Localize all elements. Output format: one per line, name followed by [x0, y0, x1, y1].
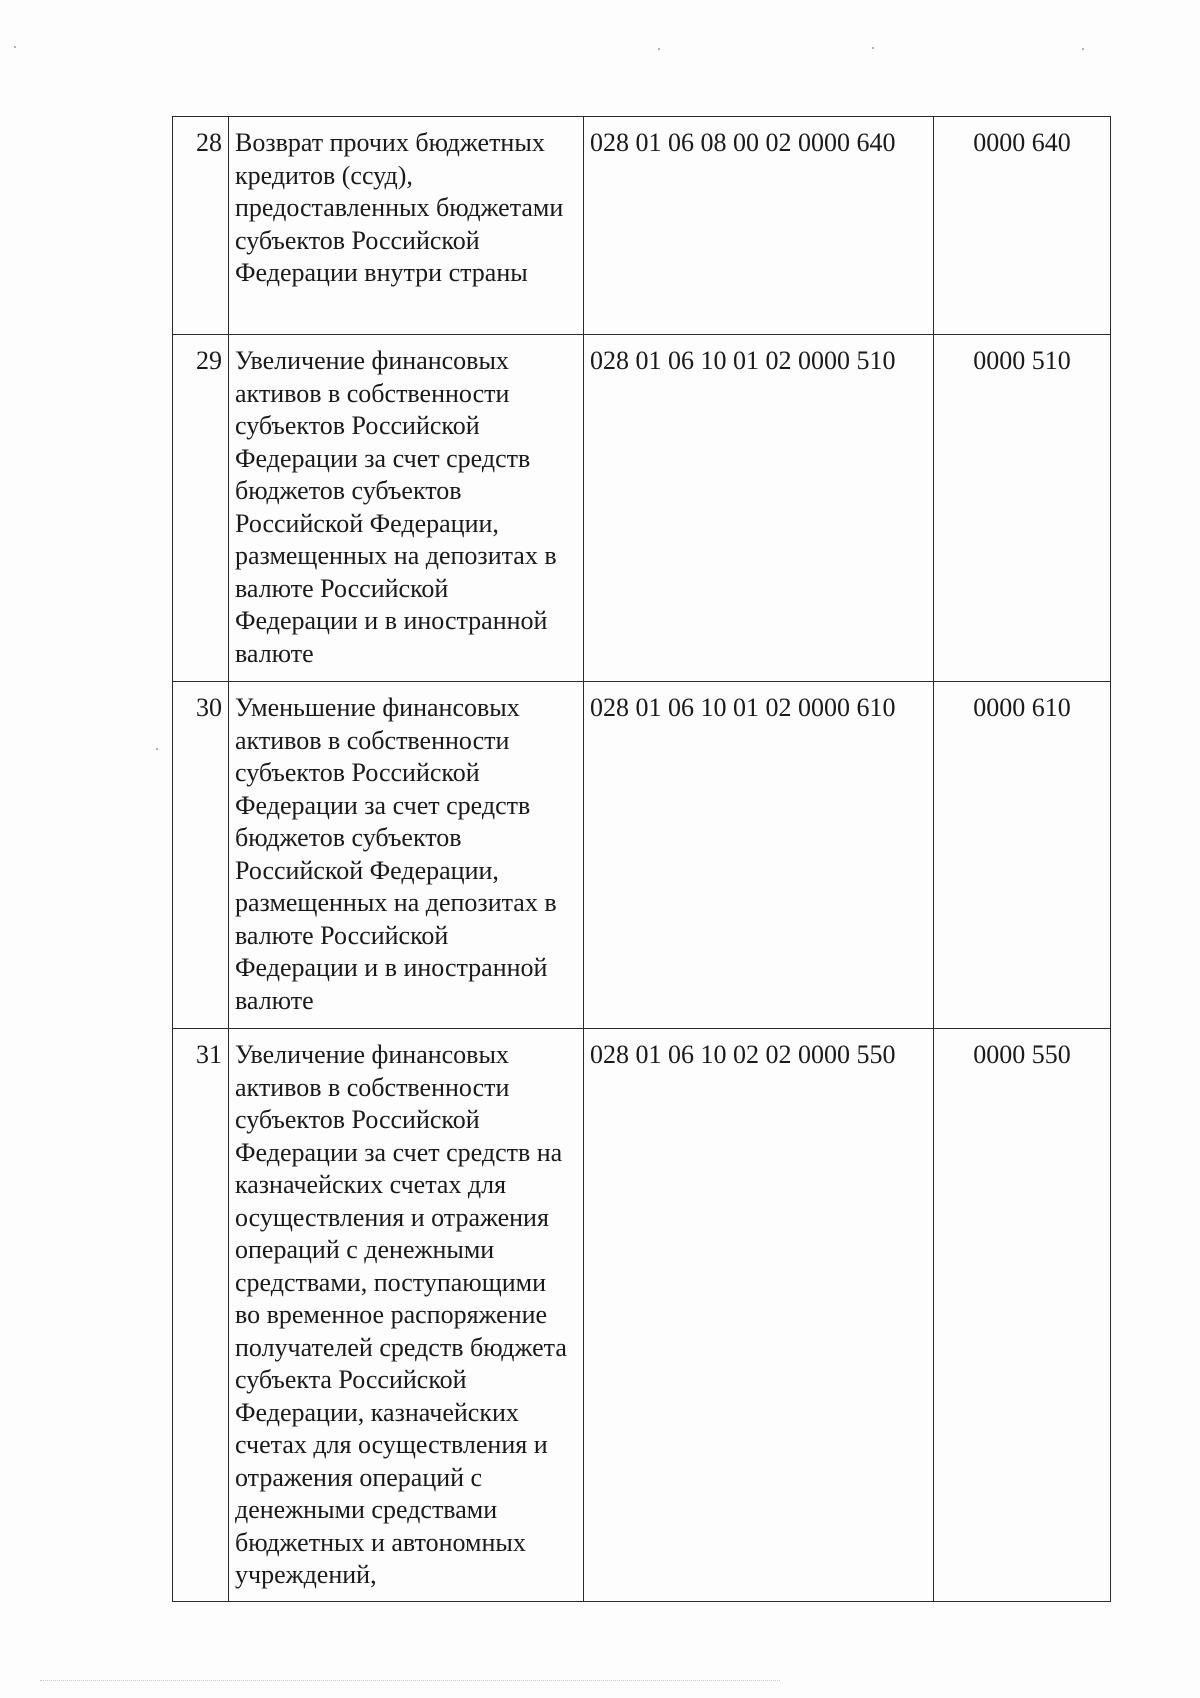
- scan-edge-artifact: [40, 1680, 780, 1681]
- row-name: Возврат прочих бюджетных кредитов (ссуд), предоставленных бюджетами субъектов Российской Федерации внутри страны: [229, 117, 584, 335]
- scan-speck: [14, 46, 16, 48]
- scan-speck: [1082, 48, 1084, 50]
- row-budget-code: 028 01 06 08 00 02 0000 640: [584, 117, 934, 335]
- table-row: [173, 335, 1111, 682]
- row-number: 29: [173, 335, 229, 682]
- row-name: Увеличение финансовых активов в собственности субъектов Российской Федерации за счет средств на казначейских счетах для осуществления и отражения операций с денежными средствами, поступающими во временное распоряжение получателей средств бюджета субъекта Российской Федерации, казначейских счетах для осуществления и отражения операций с денежными средствами бюджетных и автономных учреждений,: [229, 1029, 584, 1602]
- row-kind-code: 0000 510: [934, 335, 1111, 682]
- row-name: Уменьшение финансовых активов в собственности субъектов Российской Федерации за счет средств бюджетов субъектов Российской Федерации, размещенных на депозитах в валюте Российской Федерации и в иностранной валюте: [229, 682, 584, 1029]
- row-number: 28: [173, 117, 229, 335]
- table-row: [173, 117, 1111, 335]
- table-row: [173, 682, 1111, 1029]
- scan-speck: [872, 47, 874, 49]
- row-kind-code: 0000 610: [934, 682, 1111, 1029]
- row-number: 30: [173, 682, 229, 1029]
- row-name: Увеличение финансовых активов в собственности субъектов Российской Федерации за счет средств бюджетов субъектов Российской Федерации, размещенных на депозитах в валюте Российской Федерации и в иностранной валюте: [229, 335, 584, 682]
- row-kind-code: 0000 550: [934, 1029, 1111, 1602]
- row-kind-code: 0000 640: [934, 117, 1111, 335]
- scan-speck: [658, 48, 660, 50]
- row-budget-code: 028 01 06 10 01 02 0000 610: [584, 682, 934, 1029]
- row-budget-code: 028 01 06 10 01 02 0000 510: [584, 335, 934, 682]
- table-row: [173, 1029, 1111, 1602]
- row-budget-code: 028 01 06 10 02 02 0000 550: [584, 1029, 934, 1602]
- row-number: 31: [173, 1029, 229, 1602]
- scan-speck: [156, 748, 158, 750]
- budget-classification-table: [172, 116, 1111, 1602]
